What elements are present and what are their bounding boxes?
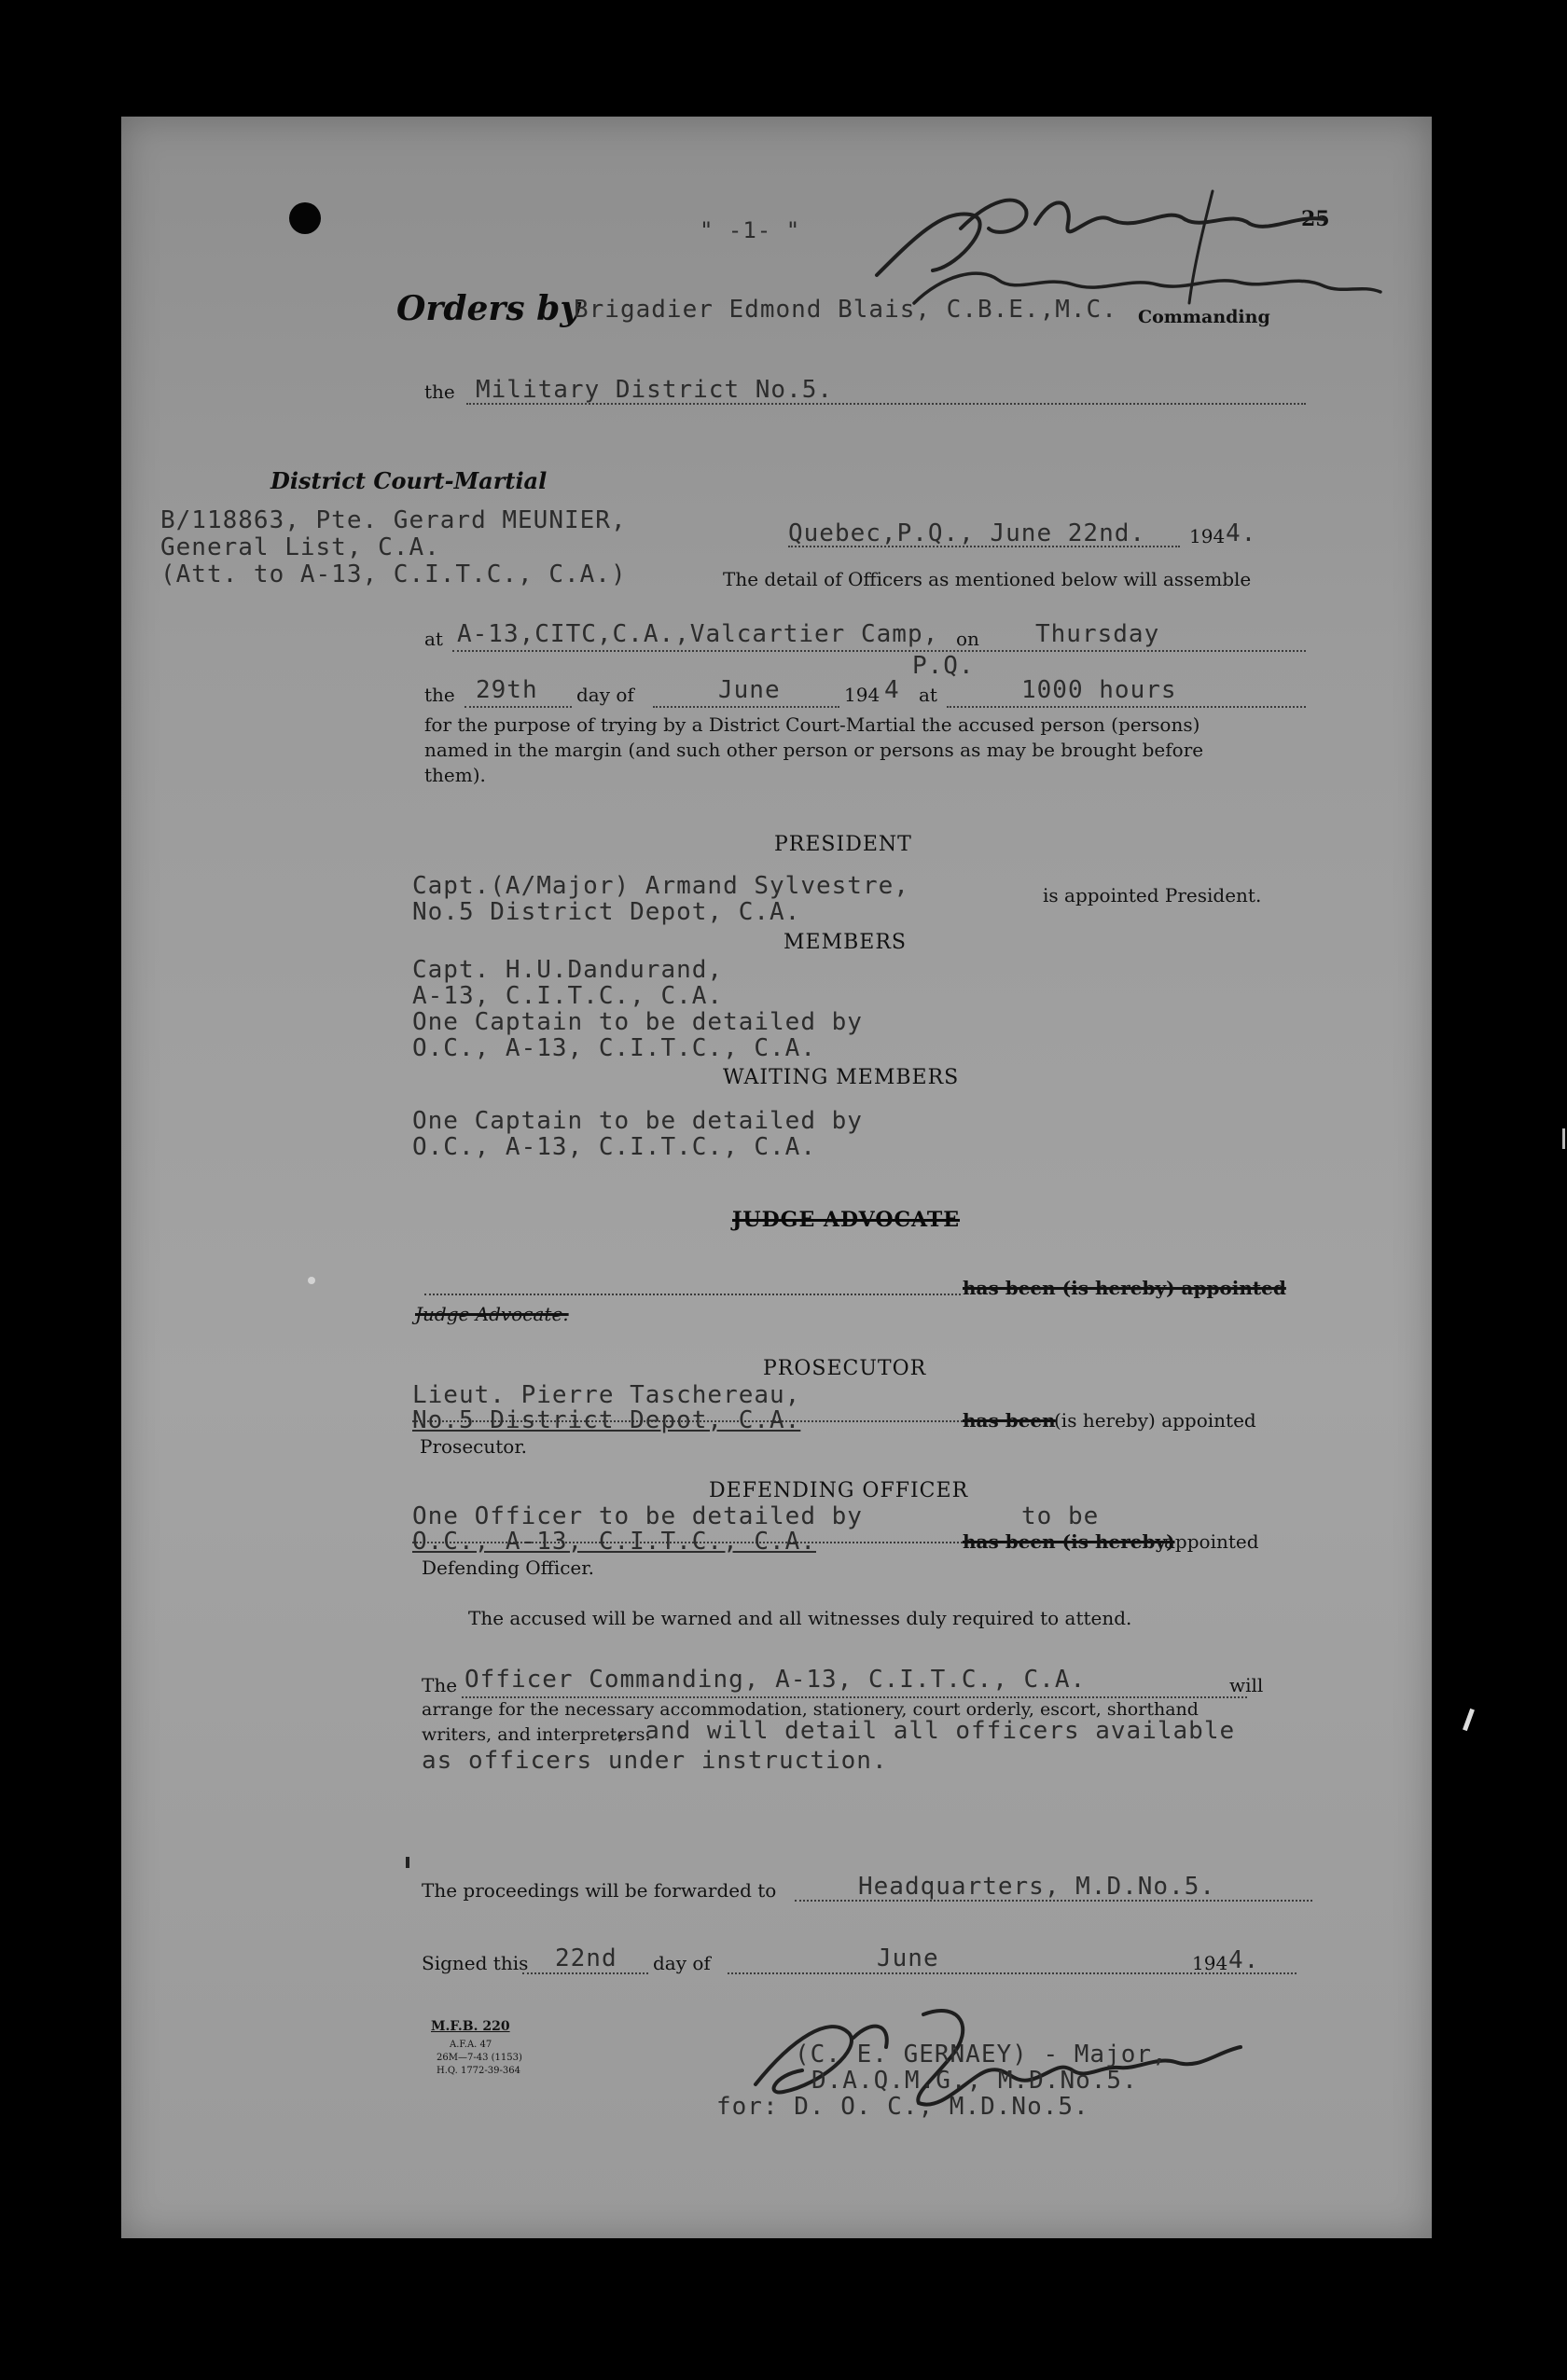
at-label-2: at <box>919 684 937 706</box>
signed-day: 22nd <box>555 1944 617 1972</box>
speck <box>308 1277 315 1284</box>
member-line-2: A-13, C.I.T.C., C.A. <box>412 982 724 1010</box>
president-heading: PRESIDENT <box>774 833 912 856</box>
waiting-line-2: O.C., A-13, C.I.T.C., C.A. <box>412 1133 816 1161</box>
place-year-prefix: 194 <box>1189 525 1226 547</box>
district-name: Military District No.5. <box>476 376 834 404</box>
purpose-line-1: for the purpose of trying by a District Court-Martial the accused person (persons) <box>424 713 1200 736</box>
judge-dotline <box>424 1294 961 1295</box>
prosecutor-heading: PROSECUTOR <box>763 1357 927 1380</box>
commanding-officer: Brigadier Edmond Blais, C.B.E.,M.C. <box>574 296 1117 324</box>
the-label: the <box>424 381 455 403</box>
defending-line-2: O.C., A-13, C.I.T.C., C.A. <box>412 1528 816 1556</box>
members-heading: MEMBERS <box>784 931 907 954</box>
page-marker: " -1- " <box>700 217 801 243</box>
form-ref-line-1: M.F.B. 220 <box>431 2019 510 2034</box>
place-year-suffix: 4. <box>1226 519 1257 547</box>
accused-line-2: General List, C.A. <box>160 533 440 561</box>
warning-text: The accused will be warned and all witnesses duly required to attend. <box>468 1607 1132 1629</box>
border-mark-2 <box>1562 1128 1565 1149</box>
commanding-label: Commanding <box>1138 307 1270 327</box>
president-line-2: No.5 District Depot, C.A. <box>412 898 801 926</box>
time-dotline <box>947 706 1306 708</box>
prosecutor-appointed: (is hereby) appointed <box>1054 1409 1256 1432</box>
signed-day-of: day of <box>653 1952 711 1974</box>
signed-label: Signed this <box>422 1952 529 1974</box>
defending-struck: has been (is hereby) <box>963 1530 1175 1553</box>
assembly-year-digit: 4 <box>884 676 900 704</box>
day-dotline <box>465 706 572 708</box>
location-sub: P.Q. <box>912 652 975 680</box>
arrange-line-1: arrange for the necessary accommodation, stationery, court orderly, escort, shorthand <box>422 1699 1199 1720</box>
member-line-3: One Captain to be detailed by <box>412 1008 863 1036</box>
signature-line-1: (C. E. GERNAEY) - Major, <box>795 2041 1168 2069</box>
place-dotline <box>788 546 1180 547</box>
day-of-label: day of <box>576 684 634 706</box>
defending-line-1: One Officer to be detailed by <box>412 1502 863 1530</box>
arrange-line-2a: writers, and interpreters. <box>422 1724 651 1745</box>
on-label: on <box>956 628 979 650</box>
defending-heading: DEFENDING OFFICER <box>709 1479 969 1502</box>
month-dotline <box>653 706 839 708</box>
member-line-4: O.C., A-13, C.I.T.C., C.A. <box>412 1034 816 1062</box>
arrange-dotline <box>462 1696 1247 1698</box>
accused-line-1: B/118863, Pte. Gerard MEUNIER, <box>160 506 627 534</box>
border-mark <box>1463 1709 1475 1731</box>
arrange-line-3: as officers under instruction. <box>422 1747 888 1775</box>
punch-hole <box>289 202 321 234</box>
judge-role: Judge Advocate. <box>415 1303 569 1325</box>
signature-line-2: D.A.Q.M.G., M.D.No.5. <box>811 2067 1138 2095</box>
purpose-line-2: named in the margin (and such other person or persons as may be brought before <box>424 739 1204 761</box>
arrange-will-label: will <box>1229 1674 1264 1696</box>
signed-year-prefix: 194 <box>1192 1952 1228 1974</box>
purpose-line-3: them). <box>424 764 486 786</box>
orders-label: Orders by <box>396 289 580 328</box>
the-label-2: the <box>424 684 455 706</box>
judge-appointed: has been (is hereby) appointed <box>963 1277 1286 1299</box>
assembly-month: June <box>718 676 781 704</box>
location-dotline <box>452 650 1306 652</box>
assembly-year-prefix: 194 <box>844 684 881 706</box>
prosecutor-struck: has been <box>963 1409 1056 1432</box>
form-ref-line-3: 26M—7-43 (1153) <box>437 2053 522 2063</box>
page-number: 25 <box>1301 207 1330 231</box>
form-ref-line-4: H.Q. 1772-39-364 <box>437 2066 520 2076</box>
stray-mark <box>406 1857 409 1868</box>
weekday: Thursday <box>1035 620 1160 648</box>
place-date: Quebec,P.Q., June 22nd. <box>788 519 1146 547</box>
court-title: District Court-Martial <box>270 467 548 494</box>
president-line-1: Capt.(A/Major) Armand Sylvestre, <box>412 872 909 900</box>
accused-line-3: (Att. to A-13, C.I.T.C., C.A.) <box>160 560 627 588</box>
document-page <box>121 117 1432 2238</box>
member-line-1: Capt. H.U.Dandurand, <box>412 956 724 984</box>
forward-destination: Headquarters, M.D.No.5. <box>858 1873 1216 1901</box>
prosecutor-line-2: No.5 District Depot, C.A. <box>412 1406 801 1434</box>
assembly-day: 29th <box>476 676 538 704</box>
waiting-line-1: One Captain to be detailed by <box>412 1107 863 1135</box>
arrange-the-label: The <box>422 1674 458 1696</box>
president-appointed: is appointed President. <box>1043 884 1262 906</box>
assembly-time: 1000 hours <box>1021 676 1177 704</box>
president-signature <box>858 173 1464 312</box>
waiting-heading: WAITING MEMBERS <box>723 1066 960 1089</box>
forward-label: The proceedings will be forwarded to <box>422 1879 777 1902</box>
defending-role: Defending Officer. <box>422 1557 594 1579</box>
signed-month: June <box>877 1944 939 1972</box>
at-label: at <box>424 628 443 650</box>
location: A-13,CITC,C.A.,Valcartier Camp, <box>457 620 939 648</box>
signed-year-suffix: 4. <box>1228 1946 1260 1974</box>
prosecutor-role: Prosecutor. <box>420 1435 528 1458</box>
detail-text: The detail of Officers as mentioned below will assemble <box>723 568 1252 590</box>
prosecutor-line-1: Lieut. Pierre Taschereau, <box>412 1381 801 1409</box>
arrange-officer: Officer Commanding, A-13, C.I.T.C., C.A. <box>465 1666 1087 1694</box>
signature-line-3: for: D. O. C., M.D.No.5. <box>716 2093 1089 2121</box>
signed-day-dotline <box>522 1972 648 1974</box>
arrange-line-2b: , and will detail all officers available <box>614 1717 1236 1745</box>
form-ref-line-2: A.F.A. 47 <box>450 2040 492 2050</box>
judge-heading: JUDGE ADVOCATE <box>732 1208 961 1232</box>
defending-appointed: appointed <box>1164 1530 1259 1553</box>
defending-to-be: to be <box>1021 1502 1100 1530</box>
